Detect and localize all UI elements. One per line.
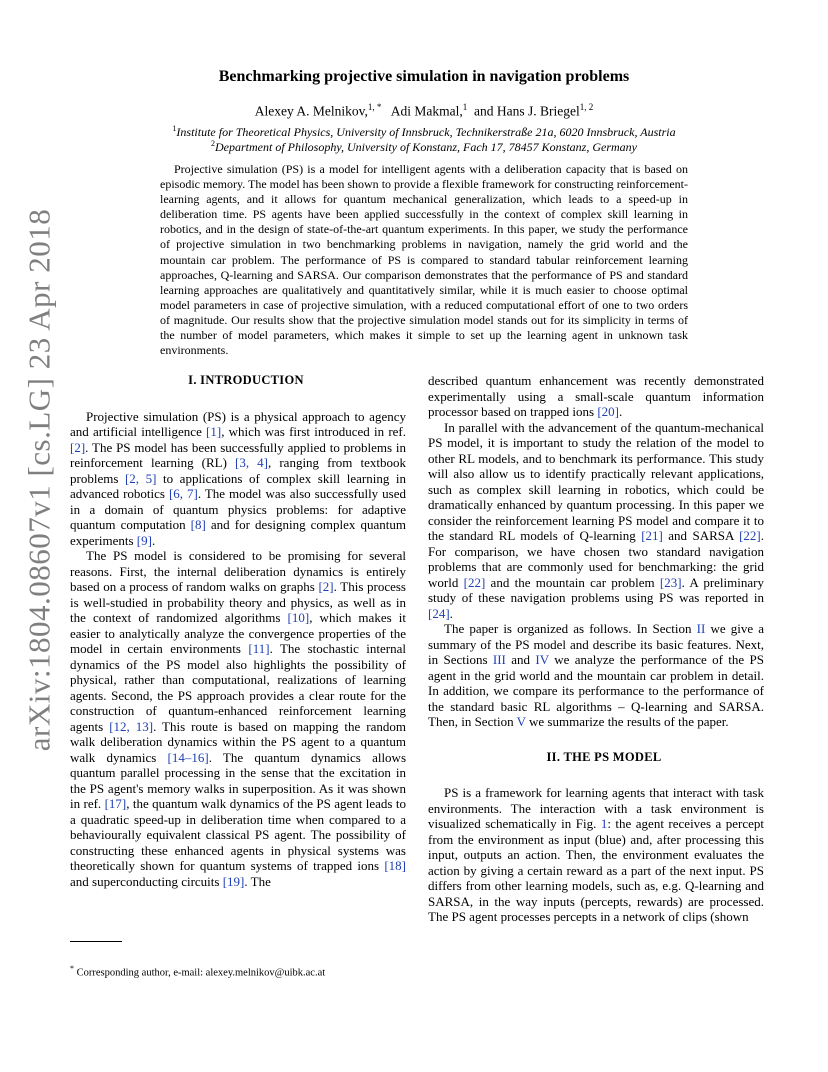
text-run: . This route is based on mapping the random walk deliberation dynamics within the PS agent to a quantum walk dynamics xyxy=(70,718,406,765)
author-affiliation-mark: 1, 2 xyxy=(579,102,594,112)
citation-link[interactable]: [14–16] xyxy=(167,749,209,765)
left-column xyxy=(70,373,406,889)
text-run: . The xyxy=(244,873,271,889)
author-name: Alexey A. Melnikov, xyxy=(254,103,368,119)
paragraph xyxy=(428,785,764,925)
text-run: . This process is well-studied in probability theory and physics, as well as in the context of randomized algorithms xyxy=(70,579,406,625)
paper-title: Benchmarking projective simulation in navigation problems xyxy=(218,68,630,85)
text-run: . The PS model has been successfully applied to problems in reinforcement learning (RL) xyxy=(70,439,406,470)
citation-link[interactable]: [21] xyxy=(641,528,663,543)
author-affiliation-mark: 1, * xyxy=(367,102,382,112)
citation-link[interactable]: [22] xyxy=(463,574,486,590)
text-run: The PS model is considered to be promising for several reasons. First, the internal deliberation dynamics is entirely based on a process of random walks on graphs xyxy=(70,548,406,594)
citation-link[interactable]: III xyxy=(492,652,506,667)
author-name: and Hans J. Briegel xyxy=(474,103,580,119)
citation-link[interactable]: [8] xyxy=(190,517,206,532)
right-column xyxy=(428,373,764,925)
citation-link[interactable]: [3, 4] xyxy=(235,455,269,470)
text-run: and xyxy=(505,652,536,667)
text-run: we give a summary of the PS model and describe its basic features. Next, in Sections xyxy=(428,621,765,667)
citation-link[interactable]: [17] xyxy=(104,796,127,811)
citation-link[interactable]: [2, 5] xyxy=(124,470,157,486)
arxiv-id: arXiv:1804.08607v1 [cs.LG] 23 Apr 2018 xyxy=(21,208,56,752)
citation-link[interactable]: [6, 7] xyxy=(168,486,198,501)
text-run: and the mountain car problem xyxy=(485,574,660,590)
citation-link[interactable]: II xyxy=(696,621,706,636)
text-run: , the quantum walk dynamics of the PS agent leads to a quadratic speed-up in deliberation time when compared to a behaviourally equivalent classical PS agent. The possibility of constructing these enhanced agents in physical systems was theoretically shown for quantum systems of trapped ions xyxy=(70,796,406,873)
footnote xyxy=(70,964,406,979)
text-run: . The stochastic internal dynamics of the PS model also highlights the possibility of physical, rather than computational, realizations of learning agents. Second, the PS approach provides a clear route for the construction of quantum-enhanced reinforcement learning agents xyxy=(70,641,406,734)
affiliation-mark: 1 xyxy=(172,124,177,133)
affiliation-text: Institute for Theoretical Physics, University of Innsbruck, Technikerstraße 21a, 6020 Innsbruck, Austria xyxy=(176,125,676,139)
text-run: , which makes it easier to analytically analyze the convergence properties of the model in certain environments xyxy=(70,610,406,656)
section-heading-introduction: I. INTRODUCTION xyxy=(188,373,304,387)
citation-link[interactable]: [24] xyxy=(428,605,450,621)
paragraph xyxy=(70,548,406,889)
text-run: . The quantum dynamics allows quantum parallel processing in the sense that the excitation in the PS agent's memory walks in superposition. As it was shown in ref. xyxy=(70,749,407,811)
citation-link[interactable]: [18] xyxy=(384,858,406,873)
text-run: described quantum enhancement was recently demonstrated experimentally using a small-scale quantum information processor based on trapped ions xyxy=(428,373,764,419)
citation-link[interactable]: [22] xyxy=(739,528,761,543)
abstract: Projective simulation (PS) is a model for intelligent agents with a deliberation capacity that is based on episodic memory. The model has been shown to provide a flexible framework for constructing reinforcement-learning agents, and it allows for quantum mechanical generalization, which leads to a speed-up in deliberation time. PS agents have been applied successfully in the context of complex skill learning in robotics, and in the design of state-of-the-art quantum experiments. In this paper, we study the performance of projective simulation in two benchmarking problems in navigation, namely the grid world and the mountain car problem. The performance of PS is compared to standard tabular reinforcement learning approaches, Q-learning and SARSA. Our comparison demonstrates that the performance of PS and standard learning approaches are qualitatively and quantitatively similar, while it is much easier to choose optimal model parameters in case of projective simulation, with a reduced computational effort of one to two orders of magnitude. Our results show that the projective simulation model stands out for its simplicity in terms of the number of model parameters, which makes it simple to set up the learning agent in unknown task environments. xyxy=(160,162,688,358)
text-run: . The model was also successfully used in a domain of quantum physics problems: for adaptive quantum computation xyxy=(70,486,406,532)
citation-link[interactable]: [2] xyxy=(318,579,334,594)
author-affiliation-mark: 1 xyxy=(462,102,468,112)
citation-link[interactable]: [23] xyxy=(659,574,682,590)
paragraph xyxy=(70,409,406,549)
text-run: , which was first introduced in ref. xyxy=(221,424,406,439)
text-run: PS is a framework for learning agents that interact with task environments. The interaction with a task environment is visualized schematically in Fig. xyxy=(428,785,764,831)
citation-link[interactable]: [12, 13] xyxy=(109,718,154,734)
affiliation-1 xyxy=(90,124,758,140)
citation-link[interactable]: [19] xyxy=(222,873,245,889)
text-run: and superconducting circuits xyxy=(70,873,223,889)
text-run: we summarize the results of the paper. xyxy=(525,714,729,729)
citation-link[interactable]: IV xyxy=(535,652,549,667)
arxiv-stamp xyxy=(14,208,64,752)
footnote-rule xyxy=(70,941,122,942)
paragraph xyxy=(428,621,764,730)
paragraph-continued xyxy=(428,373,764,420)
author-list xyxy=(90,102,758,120)
paragraph xyxy=(428,420,764,622)
footnote-text: Corresponding author, e-mail: alexey.melnikov@uibk.ac.at xyxy=(76,967,326,979)
text-run: , ranging from textbook problems xyxy=(70,455,406,486)
text-run: we analyze the performance of the PS agent in the grid world and the mountain car problem in detail. In addition, we compare its performance to the performance of the standard basic RL algorithms – Q-learning and SARSA. Then, in Section xyxy=(428,652,764,729)
text-run: : the agent receives a percept from the environment as input (blue) and, after processing this input, outputs an action. Then, the environment evaluates the action by giving a certain reward as a part of the next input. PS differs from other learning models, such as, e.g. Q-learning and SARSA, in the way inputs (percepts, rewards) are processed. The PS agent processes percepts in a network of clips (shown xyxy=(428,816,764,924)
citation-link[interactable]: V xyxy=(516,714,526,729)
text-run: . xyxy=(151,532,156,548)
affiliation-mark: 2 xyxy=(211,139,215,148)
text-run: . xyxy=(449,605,453,621)
citation-link[interactable]: 1 xyxy=(600,816,608,831)
affiliation-2 xyxy=(90,139,758,155)
citation-link[interactable]: [10] xyxy=(287,610,310,625)
text-run: . xyxy=(619,404,623,419)
text-run: Projective simulation (PS) is a physical approach to agency and artificial intelligence xyxy=(70,408,406,439)
section-heading-ps-model: II. THE PS MODEL xyxy=(546,749,662,764)
text-run: . A preliminary study of these navigation problems using PS was reported in xyxy=(428,574,764,605)
author-name: Adi Makmal, xyxy=(390,103,463,119)
citation-link[interactable]: [11] xyxy=(248,641,270,656)
citation-link[interactable]: [1] xyxy=(206,424,222,439)
text-run: and SARSA xyxy=(662,528,740,543)
text-run: . For comparison, we have chosen two standard navigation problems that are commonly used for benchmarking: the grid world xyxy=(428,528,764,590)
text-run: and for designing complex quantum experiments xyxy=(70,517,406,548)
citation-link[interactable]: [20] xyxy=(597,404,619,419)
text-run: The paper is organized as follows. In Section xyxy=(444,621,697,636)
footnote-mark: * xyxy=(70,964,74,973)
text-run: to applications of complex skill learning in advanced robotics xyxy=(70,470,406,501)
text-run: In parallel with the advancement of the quantum-mechanical PS model, it is important to study the relation of the model to other RL models, and to benchmark its performance. This study will also allow us to identify practically relevant applications, such as complex skill learning in robotics, which could be dramatically enhanced by quantum processing. In this paper we consider the reinforcement learning PS model and compare it to the standard RL models of Q-learning xyxy=(428,419,764,543)
citation-link[interactable]: [9] xyxy=(136,532,152,548)
affiliation-text: Department of Philosophy, University of Konstanz, Fach 17, 78457 Konstanz, Germany xyxy=(215,140,637,154)
citation-link[interactable]: [2] xyxy=(70,439,86,455)
